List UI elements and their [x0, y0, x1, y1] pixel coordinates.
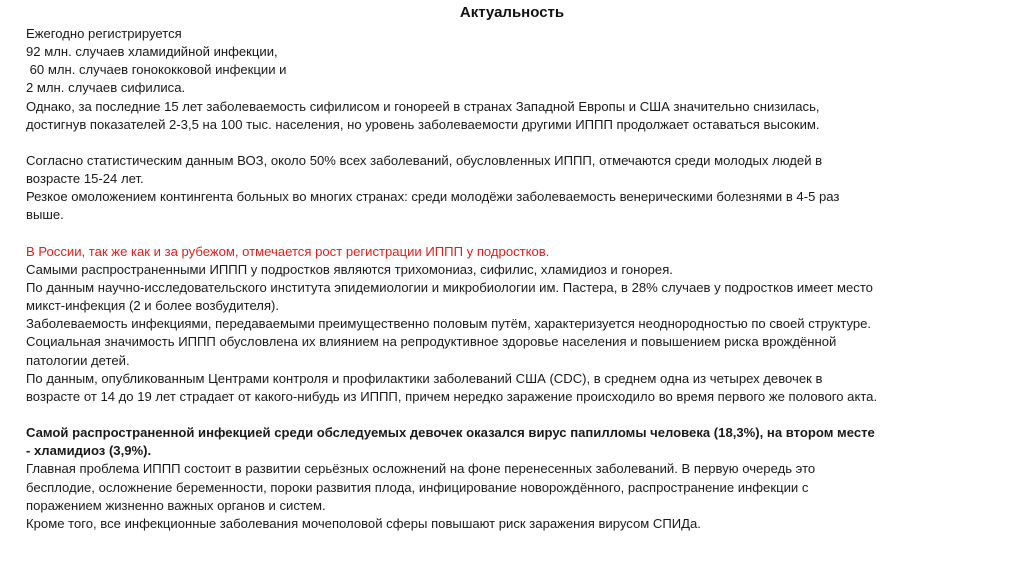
paragraph-complications: [26, 424, 1001, 533]
text-line: бесплодие, осложнение беременности, пороки развития плода, инфицирование новорождённого, распространение инфекции с: [26, 479, 809, 495]
text-line: микст-инфекция (2 и более возбудителя).: [26, 298, 280, 314]
paragraph-annual-registration: [26, 25, 1001, 134]
text-line: 60 млн. случаев гонококковой инфекции и: [26, 62, 287, 78]
highlight-text-line: В России, так же как и за рубежом, отмечается рост регистрации ИППП у подростков.: [26, 243, 550, 259]
text-line: 2 млн. случаев сифилиса.: [26, 80, 186, 96]
text-line: возрасте от 14 до 19 лет страдает от какого-нибудь из ИППП, причем нередко заражение происходило во время первого же полового акта.: [26, 388, 878, 404]
paragraph-gap: [26, 406, 1001, 424]
text-line: 92 млн. случаев хламидийной инфекции,: [26, 44, 278, 60]
paragraph-russia-adolescents: [26, 243, 1001, 406]
text-line: возрасте 15-24 лет.: [26, 171, 144, 187]
text-line: Социальная значимость ИППП обусловлена их влиянием на репродуктивное здоровье населения и повышением риска врождённой: [26, 334, 837, 350]
text-line: Ежегодно регистрируется: [26, 26, 182, 41]
text-line: Самыми распространенными ИППП у подростков являются трихомониаз, сифилис, хламидиоз и гонорея.: [26, 261, 673, 277]
paragraph-gap: [26, 134, 1001, 152]
slide-body: [26, 25, 1001, 533]
text-line: Однако, за последние 15 лет заболеваемость сифилисом и гонореей в странах Западной Европы и США значительно снизилась,: [26, 98, 820, 114]
text-line: Резкое омоложением контингента больных во многих странах: среди молодёжи заболеваемость венерическими болезнями в 4-5 раз: [26, 189, 840, 205]
bold-text-line: Самой распространенной инфекцией среди обследуемых девочек оказался вирус папилломы человека (18,3%), на втором месте: [26, 425, 875, 441]
text-line: Заболеваемость инфекциями, передаваемыми преимущественно половым путём, характеризуется неоднородностью по своей структуре.: [26, 316, 872, 332]
paragraph-who-statistics: [26, 152, 1001, 225]
text-line: выше.: [26, 207, 64, 223]
paragraph-gap: [26, 225, 1001, 243]
text-line: Кроме того, все инфекционные заболевания мочеполовой сферы повышают риск заражения вирусом СПИДа.: [26, 515, 701, 531]
text-line: По данным, опубликованным Центрами контроля и профилактики заболеваний США (CDC), в среднем одна из четырех девочек в: [26, 370, 823, 386]
text-line: поражением жизненно важных органов и систем.: [26, 497, 326, 513]
text-line: достигнув показателей 2-3,5 на 100 тыс. населения, но уровень заболеваемости другими ИППП продолжает оставаться высоким.: [26, 116, 820, 132]
text-line: Согласно статистическим данным ВОЗ, около 50% всех заболеваний, обусловленных ИППП, отмечаются среди молодых людей в: [26, 152, 823, 168]
bold-text-line: - хламидиоз (3,9%).: [26, 443, 152, 459]
text-line: патологии детей.: [26, 352, 130, 368]
text-line: По данным научно-исследовательского института эпидемиологии и микробиологии им. Пастера, в 28% случаев у подростков имеет место: [26, 279, 873, 295]
slide-title: Актуальность: [459, 4, 565, 21]
text-line: Главная проблема ИППП состоит в развитии серьёзных осложнений на фоне перенесенных заболеваний. В первую очередь это: [26, 461, 816, 477]
